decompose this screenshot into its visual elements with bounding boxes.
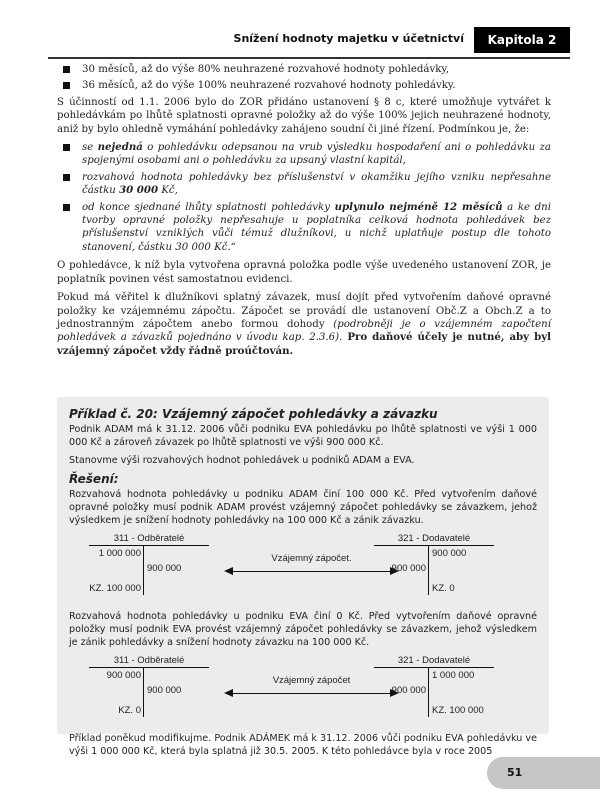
solution-label: Řešení:	[69, 472, 119, 486]
list-item-text: 30 měsíců, až do výše 80% neuhrazené rozvahové hodnoty pohledávky,	[82, 64, 450, 75]
credit-entry: 900 000	[147, 563, 182, 574]
condition-text: o pohledávku odepsanou na vrub výsledku hospodaření ani o pohledávku za spojenými osobami ani o pohledávku za upsaný vlastní kapitál,	[82, 142, 551, 167]
t-account-divider	[428, 667, 429, 717]
paragraph-text: Pokud má věřitel k dlužníkovi splatný závazek, musí dojít před vytvořením daňové opravné položky ke vzájemnému zápočtu. Zápočet se provádí dle ustanovení Obč.Z a Obch.Z a to jednostranným zápočtem anebo formou dohody	[57, 292, 551, 330]
main-text	[57, 63, 551, 363]
solution-text: Příklad poněkud modifikujme. Podnik ADÁMEK má k 31.12. 2006 vůči podniku EVA pohledávku ve výši 1 000 000 Kč, která byla splatná již 30.5. 2005. K této pohledávce byla v roce 2005	[69, 733, 537, 757]
t-account-receivables	[89, 532, 209, 602]
t-account-payables	[374, 532, 494, 602]
condition-item	[57, 141, 551, 168]
t-account-divider	[143, 667, 144, 717]
chapter-badge: Kapitola 2	[474, 27, 570, 53]
arrow-label: Vzájemný zápočet	[272, 675, 351, 686]
square-bullet-icon	[63, 82, 70, 89]
t-account-rule	[374, 667, 494, 668]
t-account-diagram	[69, 532, 537, 602]
condition-emphasis: 30 000	[119, 184, 159, 197]
arrow-label: Vzájemný zápočet.	[271, 553, 352, 564]
list-item	[57, 63, 551, 76]
condition-item	[57, 171, 551, 198]
condition-text: se	[82, 142, 98, 154]
credit-entry: 1 000 000	[432, 670, 475, 681]
condition-emphasis: uplynulo nejméně 12 měsíců	[334, 200, 503, 213]
t-account-payables	[374, 654, 494, 724]
list-item	[57, 79, 551, 92]
paragraph: O pohledávce, k níž byla vytvořena opravná položka podle výše uvedeného ustanovení ZOR, je poplatník povinen vést samostatnou evidenci.	[57, 260, 551, 285]
t-account-rule	[374, 545, 494, 546]
arrow-line	[232, 693, 391, 694]
example-text: Stanovme výši rozvahových hodnot pohledávek u podniků ADAM a EVA.	[69, 455, 415, 466]
running-header	[48, 27, 570, 55]
square-bullet-icon	[63, 174, 70, 181]
arrow-line	[232, 571, 391, 572]
t-account-receivables	[89, 654, 209, 724]
offset-arrow	[224, 674, 399, 704]
t-account-diagram	[69, 654, 537, 724]
t-account-rule	[89, 667, 209, 668]
closing-balance: KZ. 0	[432, 583, 455, 594]
credit-entry: 900 000	[432, 548, 467, 559]
square-bullet-icon	[63, 144, 70, 151]
condition-text: a ke dni tvorby opravné položky nepřesahuje u poplatníka celková hodnota pohledávek bez příslušenství vzniklých vůči témuž dlužníkovi, u nichž uplatňuje postup dle tohoto stanovení, částku 30 000 Kč.“	[82, 201, 551, 253]
example-box	[57, 397, 549, 757]
closing-balance: KZ. 100 000	[89, 583, 141, 594]
paragraph	[57, 291, 551, 358]
t-account-name: 321 - Dodavatelé	[397, 655, 471, 666]
paragraph-reference: (podrobněji je o vzájemném započtení pohledávek a závazků pojednáno v úvodu kap. 2.3.6).	[57, 318, 551, 344]
header-title: Snížení hodnoty majetku v účetnictví	[233, 32, 464, 45]
credit-entry: 900 000	[147, 685, 182, 696]
list-item-text: 36 měsíců, až do výše 100% neuhrazené rozvahové hodnoty pohledávky.	[82, 80, 456, 92]
t-account-divider	[143, 545, 144, 595]
condition-text: od konce sjednané lhůty splatnosti pohledávky	[82, 201, 335, 213]
debit-entry: 900 000	[391, 685, 426, 696]
t-account-name: 321 - Dodavatelé	[397, 533, 471, 544]
paragraph-emphasis: Pro daňové účely je nutné, aby byl vzájemný zápočet vždy řádně proúčtován.	[57, 331, 551, 357]
t-account-rule	[89, 545, 209, 546]
page-number: 51	[507, 766, 523, 779]
solution-text: Rozvahová hodnota pohledávky u podniku ADAM činí 100 000 Kč. Před vytvořením daňové opravné položky musí podnik ADAM provést vzájemný zápočet pohledávky se závazkem, jehož výsledkem je snížení hodnoty pohledávky na 100 000 Kč a zánik závazku.	[69, 489, 537, 526]
page-number-tab	[487, 757, 600, 789]
condition-emphasis: nejedná	[97, 141, 143, 154]
header-rule	[48, 57, 570, 59]
paragraph: S účinností od 1.1. 2006 bylo do ZOR přidáno ustanovení § 8 c, které umožňuje vytvářet k pohledávkám po lhůtě splatnosti opravné položky až do výše 100% jejich neuhrazené hodnoty, aniž by bylo ohledně vymáhání pohledávky zahájeno soudní či jiné řízení. Podmínkou je, že:	[57, 96, 551, 135]
debit-entry: 1 000 000	[98, 548, 141, 559]
square-bullet-icon	[63, 66, 70, 73]
t-account-name: 311 - Odběratelé	[113, 533, 185, 544]
t-account-divider	[428, 545, 429, 595]
condition-item	[57, 201, 551, 255]
closing-balance: KZ. 0	[118, 705, 141, 716]
square-bullet-icon	[63, 204, 70, 211]
closing-balance: KZ. 100 000	[432, 705, 484, 716]
offset-arrow	[224, 552, 399, 582]
debit-entry: 900 000	[106, 670, 141, 681]
example-title: Příklad č. 20: Vzájemný zápočet pohledávky a závazku	[69, 407, 438, 421]
t-account-name: 311 - Odběratelé	[113, 655, 185, 666]
solution-text: Rozvahová hodnota pohledávky u podniku EVA činí 0 Kč. Před vytvořením daňové opravné položky musí podnik EVA provést vzájemný zápočet pohledávky se závazkem, jehož výsledkem je zánik pohledávky a snížení hodnoty závazku na 100 000 Kč.	[69, 611, 537, 648]
condition-text: rozvahová hodnota pohledávky bez příslušenství v okamžiku jejího vzniku nepřesahne částku	[82, 171, 551, 197]
debit-entry: 900 000	[391, 563, 426, 574]
condition-text: Kč,	[158, 185, 178, 197]
example-text: Podnik ADAM má k 31.12. 2006 vůči podniku EVA pohledávku po lhůtě splatnosti ve výši 1 000 000 Kč a zároveň závazek po lhůtě splatnosti ve výši 900 000 Kč.	[69, 424, 537, 448]
